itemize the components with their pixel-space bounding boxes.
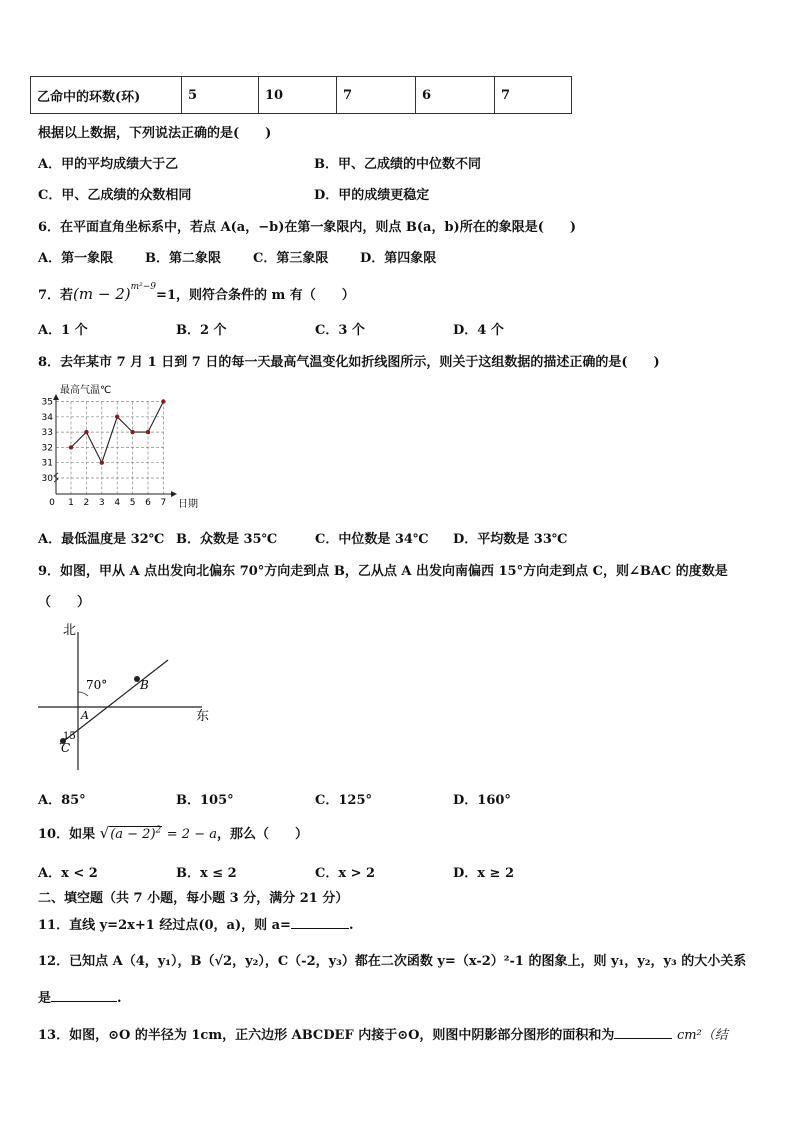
q10-option-b: B．x ≤ 2 — [176, 866, 237, 881]
y-tick-label: 32 — [41, 443, 53, 454]
data-point — [130, 430, 134, 434]
q5-stem: 根据以上数据，下列说法正确的是( ) — [38, 126, 272, 141]
table-cell: 7 — [337, 77, 416, 114]
y-axis-arrow — [53, 394, 59, 400]
q6-option-b: B．第二象限 — [145, 251, 221, 266]
label-b: B — [140, 678, 149, 692]
q7-option-c: C．3 个 — [315, 323, 365, 338]
q10-radicand: $(a - 2)^2$ — [110, 825, 162, 842]
sqrt-icon: √ — [99, 824, 110, 842]
x-tick-label: 1 — [68, 498, 74, 508]
q11-text: 11．直线 y=2x+1 经过点(0，a)，则 a= — [38, 918, 291, 933]
q13 — [38, 1024, 728, 1043]
q9-option-c: C．125° — [315, 793, 372, 808]
q9-paren: （ ） — [38, 595, 91, 610]
x-axis-arrow — [171, 491, 177, 497]
x-tick-label: 5 — [129, 498, 136, 508]
q10-stem — [38, 823, 308, 842]
chart-xlabel: 日期 — [178, 499, 198, 510]
ray-b-c — [60, 660, 168, 744]
q7-option-b: B．2 个 — [176, 323, 227, 338]
q11-answer-blank[interactable] — [291, 928, 349, 929]
q6-option-d: D．第四象限 — [360, 251, 437, 266]
q9-option-d: D．160° — [453, 793, 511, 808]
q11 — [38, 914, 353, 933]
y-tick-label: 30 — [41, 474, 53, 484]
angle-c-label: 15 — [63, 731, 76, 742]
x-tick-label: 0 — [49, 498, 55, 508]
q5-option-a: A．甲的平均成绩大于乙 — [38, 157, 179, 172]
q8-stem: 8．去年某市 7 月 1 日到 7 日的每一天最高气温变化如折线图所示，则关于这组数据的描述正确的是( ) — [38, 355, 660, 370]
data-point — [146, 430, 150, 434]
label-c: C — [61, 741, 71, 755]
score-table — [30, 76, 572, 114]
q11-end: . — [348, 918, 354, 933]
q7-stem — [38, 281, 355, 303]
y-tick-label: 35 — [41, 397, 53, 408]
q8-option-b: B．众数是 35℃ — [176, 532, 278, 547]
q7-exponent: m²−9 — [130, 281, 157, 292]
q8-option-a: A．最低温度是 32℃ — [38, 532, 165, 547]
table-cell: 7 — [495, 77, 572, 114]
q10-option-d: D．x ≥ 2 — [453, 866, 515, 881]
data-point — [84, 430, 88, 434]
q7-option-d: D．4 个 — [453, 323, 504, 338]
table-row-label: 乙命中的环数(环) — [31, 77, 182, 114]
q6-stem: 6．在平面直角坐标系中，若点 A(a，−b)在第一象限内，则点 B(a，b)所在的象限是( ) — [38, 220, 576, 235]
q6-option-c: C．第三象限 — [253, 251, 329, 266]
q5-option-b: B．甲、乙成绩的中位数不同 — [314, 157, 481, 172]
table-row — [31, 77, 572, 114]
q10-prefix: 10．如果 — [38, 827, 96, 842]
east-label: 东 — [196, 709, 210, 724]
y-tick-label: 31 — [41, 458, 53, 469]
x-tick-label: 2 — [83, 498, 90, 508]
q10-rhs: = 2 − a — [166, 827, 217, 842]
q7-base: (m − 2) — [73, 285, 131, 303]
q7-suffix: =1，则符合条件的 m 有（ ） — [156, 288, 355, 303]
q5-option-c: C．甲、乙成绩的众数相同 — [38, 188, 192, 203]
q6-option-a: A．第一象限 — [38, 251, 114, 266]
x-tick-label: 4 — [114, 498, 121, 508]
data-point — [69, 445, 73, 449]
table-cell: 5 — [182, 77, 259, 114]
q9-option-a: A．85° — [38, 793, 86, 808]
angle-b-label: 70° — [86, 678, 108, 692]
data-point — [115, 415, 119, 419]
y-tick-label: 34 — [41, 412, 53, 423]
angle-arc — [78, 692, 88, 696]
q10-option-c: C．x > 2 — [315, 866, 376, 881]
q8-option-d: D．平均数是 33℃ — [453, 532, 568, 547]
y-tick-label: 33 — [41, 428, 53, 439]
q12-answer-blank[interactable] — [51, 1001, 117, 1002]
temperature-line-chart — [40, 380, 210, 515]
section-heading: 二、填空题（共 7 小题，每小题 3 分，满分 21 分） — [38, 891, 349, 906]
axis-break — [54, 473, 58, 482]
x-tick-label: 6 — [145, 498, 151, 508]
q10-suffix: ，那么（ ） — [217, 827, 309, 842]
x-tick-label: 3 — [98, 498, 105, 508]
table-cell: 10 — [259, 77, 337, 114]
x-tick-label: 7 — [160, 498, 167, 508]
q8-option-c: C．中位数是 34℃ — [315, 532, 429, 547]
data-point — [100, 461, 104, 465]
table-cell: 6 — [416, 77, 495, 114]
q13-text: 13．如图，⊙O 的半径为 1cm，正六边形 ABCDEF 内接于⊙O，则图中阴影部分图形的面积和为 — [38, 1028, 615, 1043]
direction-figure — [30, 618, 220, 778]
q7-option-a: A．1 个 — [38, 323, 88, 338]
q5-option-d: D．甲的成绩更稳定 — [314, 188, 430, 203]
q13-unit: cm²（结 — [676, 1028, 728, 1043]
q12-line1: 12．已知点 A（4，y₁），B（√2，y₂），C（-2，y₃）都在二次函数 y=（x-2）²-1 的图象上，则 y₁，y₂，y₃ 的大小关系 — [38, 954, 747, 969]
q7-prefix: 7．若 — [38, 288, 74, 303]
q9-stem: 9．如图，甲从 A 点出发向北偏东 70°方向走到点 B，乙从点 A 出发向南偏西 15°方向走到点 C，则∠BAC 的度数是 — [38, 564, 728, 579]
label-a: A — [81, 709, 89, 722]
chart-ylabel: 最高气温℃ — [60, 385, 112, 396]
q13-answer-blank[interactable] — [614, 1038, 672, 1039]
q10-option-a: A．x < 2 — [38, 866, 98, 881]
north-label: 北 — [63, 623, 77, 638]
data-point — [161, 399, 165, 403]
q9-option-b: B．105° — [176, 793, 234, 808]
q12-line2: 是 . — [38, 991, 122, 1006]
